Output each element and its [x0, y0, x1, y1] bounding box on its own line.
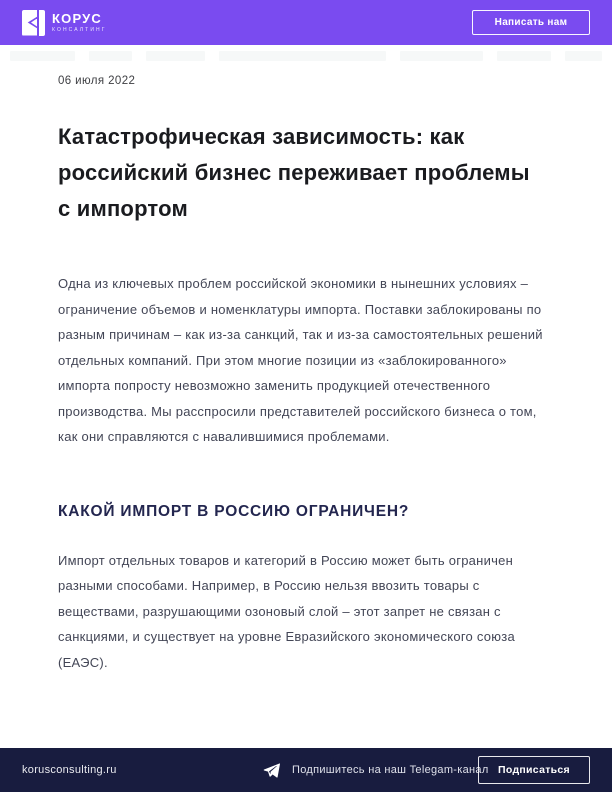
- faded-nav-placeholder: [0, 49, 612, 63]
- logo-subtitle: КОНСАЛТИНГ: [52, 27, 107, 33]
- site-footer: [0, 748, 612, 792]
- article-section-heading: КАКОЙ ИМПОРТ В РОССИЮ ОГРАНИЧЕН?: [58, 502, 410, 520]
- site-header: [0, 0, 612, 45]
- logo-brand: КОРУС: [52, 11, 103, 26]
- article-title: Катастрофическая зависимость: как российский бизнес переживает проблемы с импортом: [58, 124, 530, 221]
- article-date: 06 июля 2022: [58, 75, 136, 87]
- contact-us-button[interactable]: Написать нам: [472, 10, 590, 35]
- subscribe-button[interactable]: Подписаться: [478, 756, 590, 784]
- article-content: [58, 75, 558, 675]
- korus-logo[interactable]: [22, 10, 107, 36]
- telegram-subscribe-block[interactable]: [263, 762, 489, 779]
- telegram-prompt-label: Подпишитесь на наш Telegam-канал: [292, 764, 489, 776]
- telegram-plane-icon: [263, 762, 280, 779]
- korus-logomark-icon: [22, 10, 45, 36]
- site-link[interactable]: korusconsulting.ru: [22, 764, 117, 776]
- logo-text: [52, 12, 107, 33]
- article-paragraph-1: Одна из ключевых проблем российской экономики в нынешних условиях – ограничение объемов и номенклатуры импорта. Поставки заблокированы по разным причинам – как из-за санкций, так и из-за самостоятельных решений отдельных компаний. При этом многие позиции из «заблокированного» импорта попросту невозможно заменить продукцией отечественного производства. Мы расспросили представителей российского бизнеса о том, как они справляются с навалившимися проблемами.: [58, 276, 543, 444]
- article-paragraph-2: Импорт отдельных товаров и категорий в Россию может быть ограничен разными способами. Например, в Россию нельзя ввозить товары с веществами, разрушающими озоновый слой – этот запрет не связан с санкциями, и существует на уровне Евразийского экономического союза (ЕАЭС).: [58, 552, 515, 670]
